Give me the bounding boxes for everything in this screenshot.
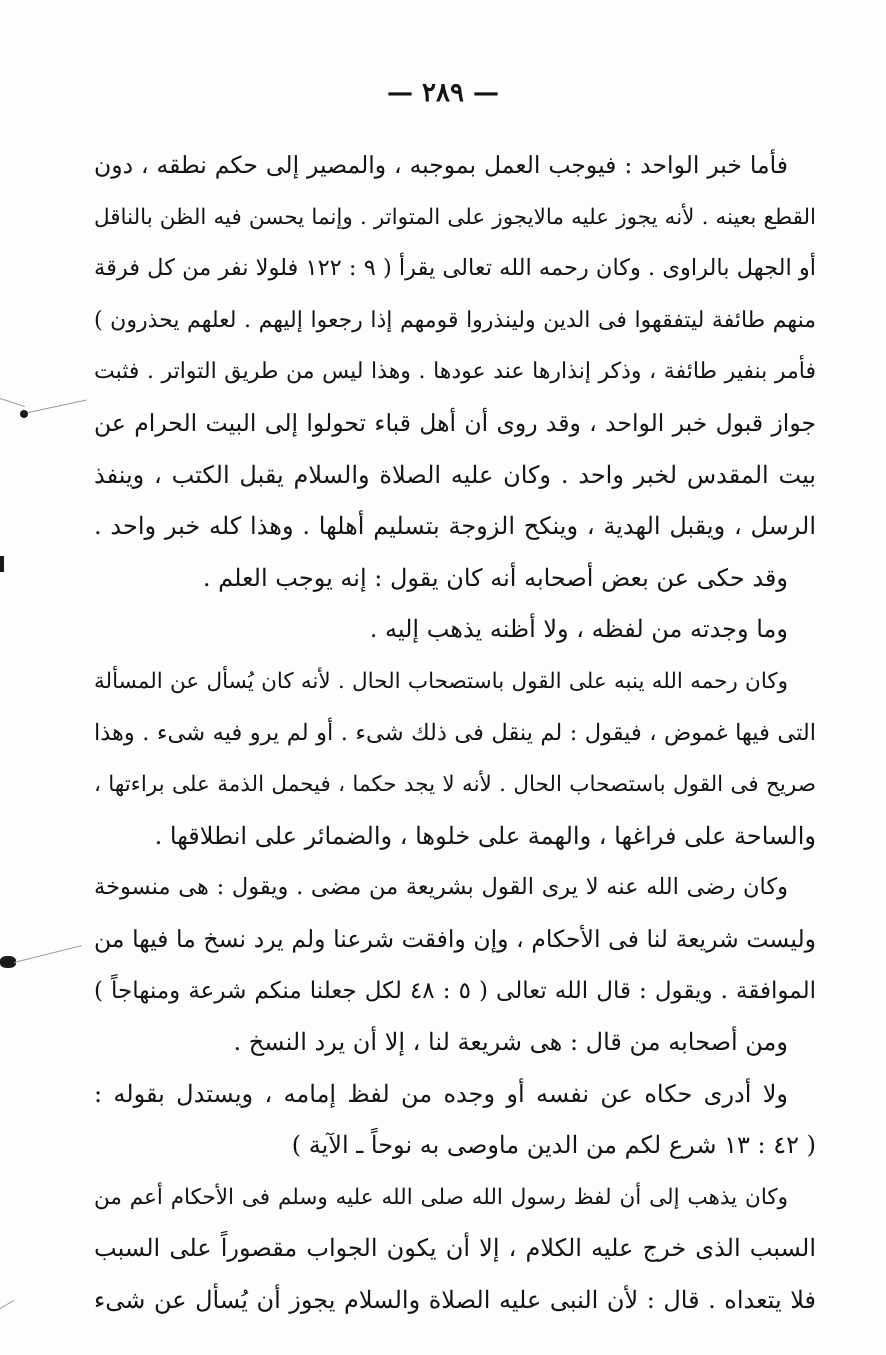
margin-edge-mark	[0, 556, 4, 572]
text-line: القطع بعينه . لأنه يجوز عليه مالايجوز على المتواتر . وإنما يحسن فيه الظن بالناقل	[94, 204, 816, 230]
text-line: فأما خبر الواحد : فيوجب العمل بموجبه ، والمصير إلى حكم نطقه ، دون	[94, 151, 788, 179]
text-line: ومن أصحابه من قال : هى شريعة لنا ، إلا أن يرد النسخ .	[233, 1028, 788, 1057]
text-line: فأمر بنفير طائفة ، وذكر إنذارها عند عودها . وهذا ليس من طريق التواتر . فثبت	[94, 359, 816, 385]
text-line: أو الجهل بالراوى . وكان رحمه الله تعالى يقرأ ( ٩ : ١٢٢ فلولا نفر من كل فرقة	[94, 255, 816, 282]
text-line: وكان رضى الله عنه لا يرى القول بشريعة من مضى . ويقول : هى منسوخة	[94, 874, 788, 901]
text-line: منهم طائفة ليتفقهوا فى الدين ولينذروا قومهم إذا رجعوا إليهم . لعلهم يحذرون )	[94, 307, 816, 333]
text-line: الرسل ، ويقبل الهدية ، وينكح الزوجة بتسليم أهلها . وهذا كله خبر واحد .	[94, 512, 816, 541]
text-line: جواز قبول خبر الواحد ، وقد روى أن أهل قباء تحولوا إلى البيت الحرام عن	[94, 408, 816, 437]
text-line: وكان يذهب إلى أن لفظ رسول الله صلى الله عليه وسلم فى الأحكام أعم من	[94, 1184, 788, 1210]
text-line: بيت المقدس لخبر واحد . وكان عليه الصلاة والسلام يقبل الكتب ، وينفذ	[94, 460, 816, 489]
margin-scratch	[14, 945, 82, 963]
text-line: وما وجدته من لفظه ، ولا أظنه يذهب إليه .	[369, 615, 788, 644]
margin-scratch	[0, 1300, 14, 1309]
body-text	[94, 140, 816, 1327]
text-line: والساحة على فراغها ، والهمة على خلوها ، والضمائر على انطلاقها .	[154, 821, 816, 850]
text-line: صريح فى القول باستصحاب الحال . لأنه لا يجد حكما ، فيحمل الذمة على براءتها ،	[94, 772, 816, 798]
page-number: — ٢٨٩ —	[386, 78, 500, 108]
text-line: وكان رحمه الله ينبه على القول باستصحاب الحال . لأنه كان يُسأل عن المسألة	[94, 668, 788, 694]
margin-scratch	[28, 400, 87, 413]
text-line: الموافقة . ويقول : قال الله تعالى ( ٥ : ٤٨ لكل جعلنا منكم شرعة ومنهاجاً )	[94, 977, 816, 1004]
text-line: ولا أدرى حكاه عن نفسه أو وجده من لفظ إمامه ، ويستدل بقوله :	[94, 1079, 788, 1108]
text-line: السبب الذى خرج عليه الكلام ، إلا أن يكون الجواب مقصوراً على السبب	[94, 1234, 816, 1263]
margin-scratch	[0, 398, 25, 407]
text-line: فلا يتعداه . قال : لأن النبى عليه الصلاة والسلام يجوز أن يُسأل عن شىء	[94, 1286, 816, 1315]
text-line: وليست شريعة لنا فى الأحكام ، وإن وافقت شرعنا ولم يرد نسخ ما فيها من	[94, 924, 816, 953]
text-line: التى فيها غموض ، فيقول : لم ينقل فى ذلك شىء . أو لم يرو فيه شىء . وهذا	[94, 719, 816, 746]
text-line: وقد حكى عن بعض أصحابه أنه كان يقول : إنه يوجب العلم .	[202, 563, 788, 592]
text-line: ( ٤٢ : ١٣ شرع لكم من الدين ماوصى به نوحاً ـ الآية )	[291, 1131, 816, 1160]
